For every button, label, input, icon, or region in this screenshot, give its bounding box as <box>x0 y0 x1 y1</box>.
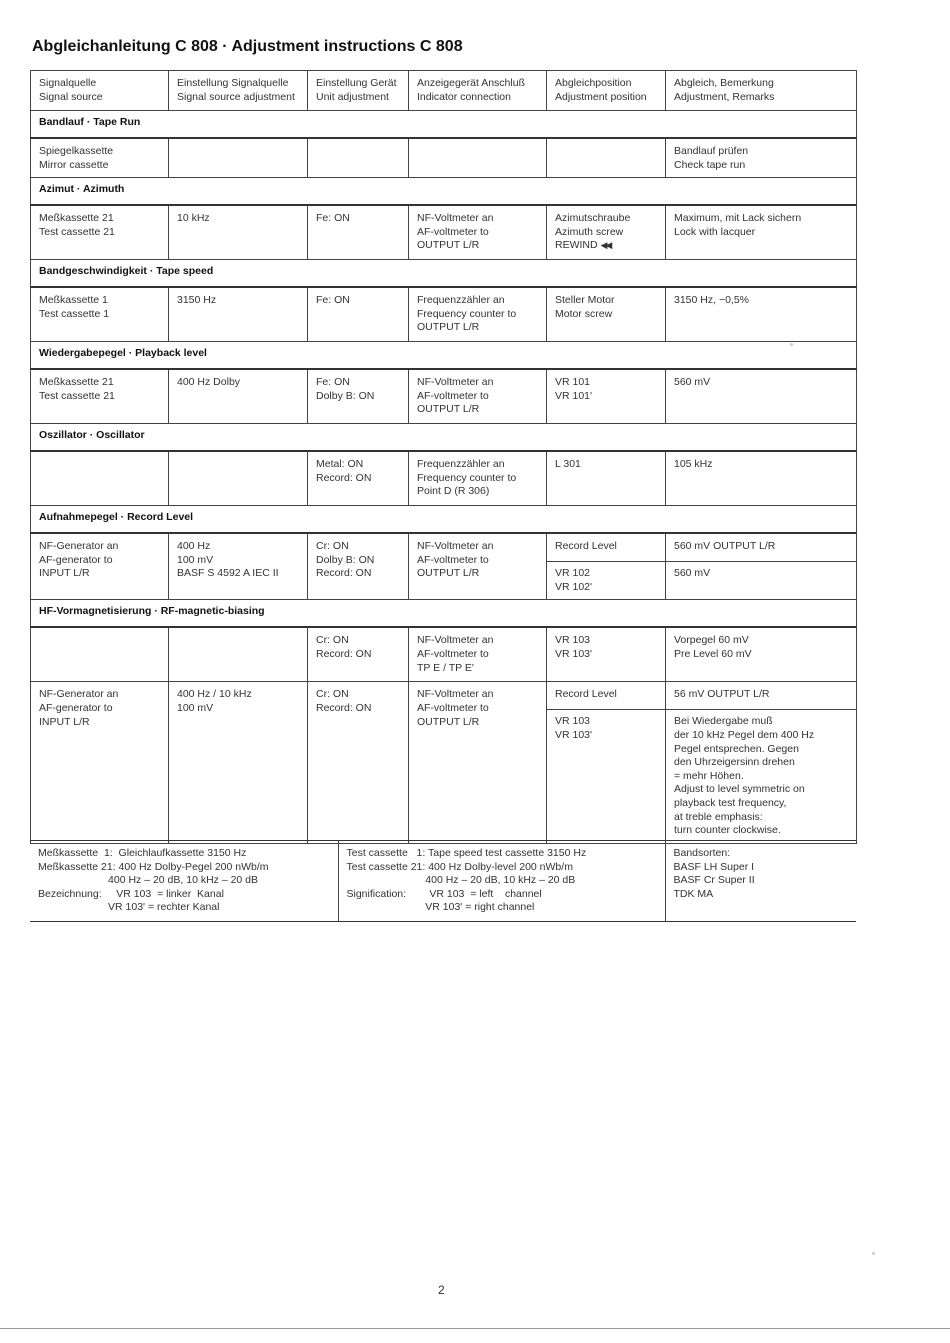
cell-empty <box>169 138 308 178</box>
cell-empty <box>169 627 308 682</box>
table-row <box>31 533 857 562</box>
cell-remark: Bei Wiedergabe muß der 10 kHz Pegel dem 400 Hz Pegel entsprechen. Gegen den Uhrzeigersinn drehen = mehr Höhen. Adjust to level symmetric on playback test frequency, at treble emphasis: turn counter clockwise. <box>666 710 857 843</box>
section-heading-rf-biasing: HF-Vormagnetisierung · RF-magnetic-biasing <box>31 600 857 628</box>
table-row <box>31 138 857 178</box>
table-row <box>31 627 857 682</box>
cell-indicator: Frequenzzähler an Frequency counter to Point D (R 306) <box>409 451 547 506</box>
cell-remark: Vorpegel 60 mV Pre Level 60 mV <box>666 627 857 682</box>
cell-unit-adjustment: Fe: ON <box>308 205 409 260</box>
section-heading-record-level: Aufnahmepegel · Record Level <box>31 506 857 534</box>
cell-remark: 560 mV <box>666 369 857 424</box>
cell-unit-adjustment: Metal: ON Record: ON <box>308 451 409 506</box>
cell-indicator: NF-Voltmeter an AF-voltmeter to OUTPUT L/R <box>409 369 547 424</box>
cell-source: NF-Generator an AF-generator to INPUT L/R <box>31 682 169 843</box>
adjustment-table <box>30 70 857 844</box>
header-indicator-connection: Anzeigegerät Anschluß Indicator connection <box>409 71 547 111</box>
rewind-icon: ◀◀ <box>600 240 611 251</box>
cell-unit-adjustment: Cr: ON Record: ON <box>308 682 409 843</box>
cell-remark: 3150 Hz, −0,5% <box>666 287 857 342</box>
cell-empty <box>308 138 409 178</box>
header-remarks: Abgleich, Bemerkung Adjustment, Remarks <box>666 71 857 111</box>
divider <box>0 1328 950 1329</box>
cell-unit-adjustment: Fe: ON <box>308 287 409 342</box>
cell-unit-adjustment: Cr: ON Record: ON <box>308 627 409 682</box>
page-number: 2 <box>438 1283 445 1297</box>
cell-empty <box>547 138 666 178</box>
header-signal-source: Signalquelle Signal source <box>31 71 169 111</box>
table-row <box>31 369 857 424</box>
table-row <box>31 451 857 506</box>
cell-empty <box>169 451 308 506</box>
cell-source-adjustment: 400 Hz 100 mV BASF S 4592 A IEC II <box>169 533 308 600</box>
cell-remark: Bandlauf prüfen Check tape run <box>666 138 857 178</box>
table-row <box>31 682 857 710</box>
cell-source-adjustment: 10 kHz <box>169 205 308 260</box>
cell-unit-adjustment: Cr: ON Dolby B: ON Record: ON <box>308 533 409 600</box>
cell-position: Record Level <box>547 682 666 710</box>
cell-position: VR 103 VR 103' <box>547 710 666 843</box>
scan-speck <box>872 1252 875 1255</box>
cell-source: NF-Generator an AF-generator to INPUT L/R <box>31 533 169 600</box>
footnote-german: Meßkassette 1: Gleichlaufkassette 3150 Hz Meßkassette 21: 400 Hz Dolby-Pegel 200 nWb/m 400 Hz – 20 dB, 10 kHz – 20 dB Bezeichnung: VR 103 = linker Kanal VR 103' = rechter Kanal <box>38 847 269 914</box>
cell-source-adjustment: 400 Hz Dolby <box>169 369 308 424</box>
cell-indicator: NF-Voltmeter an AF-voltmeter to OUTPUT L/R <box>409 682 547 843</box>
cell-source: Meßkassette 21 Test cassette 21 <box>31 369 169 424</box>
cell-source-adjustment: 3150 Hz <box>169 287 308 342</box>
cell-unit-adjustment: Fe: ON Dolby B: ON <box>308 369 409 424</box>
cell-position: L 301 <box>547 451 666 506</box>
header-signal-source-adjustment: Einstellung Signalquelle Signal source adjustment <box>169 71 308 111</box>
cell-empty <box>31 627 169 682</box>
cell-remark: 105 kHz <box>666 451 857 506</box>
table-row <box>31 287 857 342</box>
cell-position: VR 103 VR 103' <box>547 627 666 682</box>
section-heading-tape-speed: Bandgeschwindigkeit · Tape speed <box>31 260 857 288</box>
cell-indicator: NF-Voltmeter an AF-voltmeter to OUTPUT L/R <box>409 533 547 600</box>
header-unit-adjustment: Einstellung Gerät Unit adjustment <box>308 71 409 111</box>
header-adjustment-position: Abgleichposition Adjustment position <box>547 71 666 111</box>
cell-remark: 560 mV OUTPUT L/R <box>666 533 857 562</box>
cell-indicator: NF-Voltmeter an AF-voltmeter to OUTPUT L/R <box>409 205 547 260</box>
cell-indicator: Frequenzzähler an Frequency counter to OUTPUT L/R <box>409 287 547 342</box>
cell-remark: Maximum, mit Lack sichern Lock with lacquer <box>666 205 857 260</box>
cell-empty <box>409 138 547 178</box>
cell-remark: 56 mV OUTPUT L/R <box>666 682 857 710</box>
cell-source-adjustment: 400 Hz / 10 kHz 100 mV <box>169 682 308 843</box>
cell-position: Azimutschraube Azimuth screw REWIND ◀◀ <box>547 205 666 260</box>
scan-speck <box>790 343 793 346</box>
section-heading-oscillator: Oszillator · Oscillator <box>31 424 857 452</box>
header-row <box>31 71 857 111</box>
footnote-tape-types: Bandsorten: BASF LH Super I BASF Cr Super II TDK MA <box>673 847 755 900</box>
cell-remark: 560 mV <box>666 562 857 600</box>
cell-position: VR 101 VR 101' <box>547 369 666 424</box>
cell-position: Steller Motor Motor screw <box>547 287 666 342</box>
cell-source: Meßkassette 21 Test cassette 21 <box>31 205 169 260</box>
footnotes <box>30 840 856 922</box>
section-heading-azimuth: Azimut · Azimuth <box>31 178 857 206</box>
cell-empty <box>31 451 169 506</box>
cell-source: Spiegelkassette Mirror cassette <box>31 138 169 178</box>
cell-source: Meßkassette 1 Test cassette 1 <box>31 287 169 342</box>
footnote-english: Test cassette 1: Tape speed test cassette 3150 Hz Test cassette 21: 400 Hz Dolby-level 200 nWb/m 400 Hz – 20 dB, 10 kHz – 20 dB Signification: VR 103 = left channel VR 103' = right channel <box>338 841 665 922</box>
section-heading-playback-level: Wiedergabepegel · Playback level <box>31 342 857 370</box>
page-title: Abgleichanleitung C 808 · Adjustment instructions C 808 <box>32 38 463 55</box>
section-heading-tape-run: Bandlauf · Tape Run <box>31 111 857 139</box>
cell-indicator: NF-Voltmeter an AF-voltmeter to TP E / TP E' <box>409 627 547 682</box>
cell-position: VR 102 VR 102' <box>547 562 666 600</box>
table-row <box>31 205 857 260</box>
cell-position: Record Level <box>547 533 666 562</box>
